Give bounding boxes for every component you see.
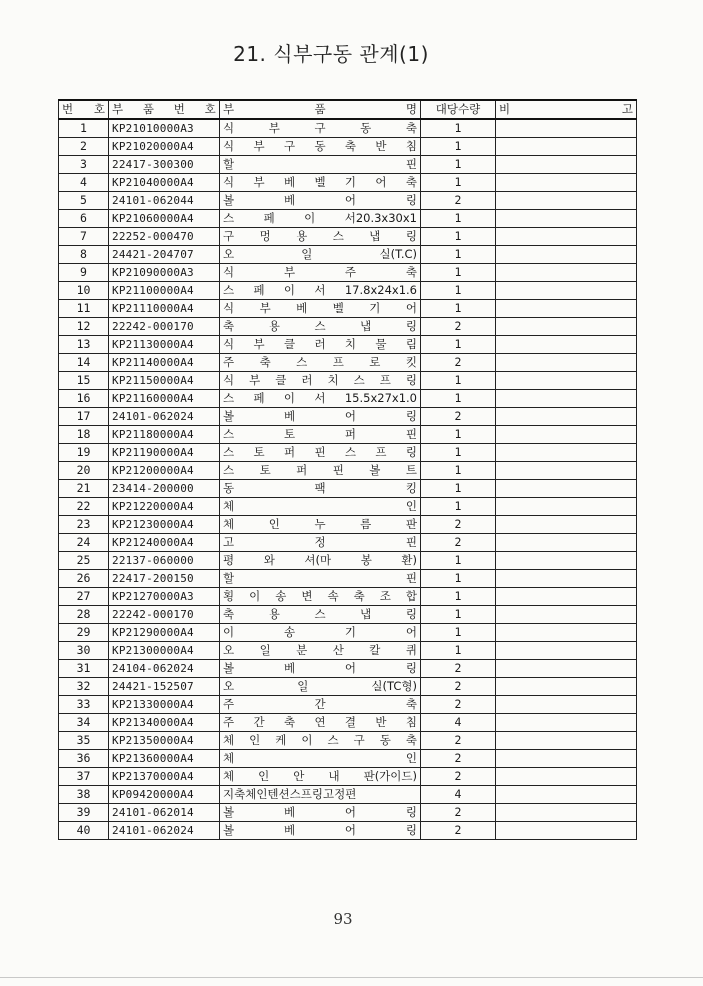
row-part-number: 22242-000170 [109,318,220,336]
row-no: 28 [59,606,109,624]
row-quantity: 1 [421,390,496,408]
row-quantity: 1 [421,282,496,300]
row-quantity: 1 [421,138,496,156]
row-quantity: 1 [421,588,496,606]
row-part-name: 볼 베 어 링 [220,408,421,426]
row-part-name: 축 용 스 냅 링 [220,606,421,624]
table-row [59,408,637,426]
table-row [59,678,637,696]
row-part-name: 오 일 분 산 칼 퀴 [220,642,421,660]
table-row [59,282,637,300]
row-part-name: 식 부 베 벨 기 어 [220,300,421,318]
row-quantity: 1 [421,624,496,642]
row-no: 23 [59,516,109,534]
table-row [59,354,637,372]
page-number: 93 [333,910,353,928]
table-row [59,119,637,138]
row-remarks [496,300,637,318]
row-remarks [496,642,637,660]
row-no: 32 [59,678,109,696]
row-part-name: 스 페 이 서 17.8x24x1.6 [220,282,421,300]
row-part-name: 스 페 이 서 15.5x27x1.0 [220,390,421,408]
header-quantity: 대당수량 [421,100,496,119]
row-part-name: 동 팩 킹 [220,480,421,498]
row-remarks [496,678,637,696]
table-row [59,138,637,156]
row-part-name: 주 축 스 프 로 킷 [220,354,421,372]
row-no: 18 [59,426,109,444]
row-quantity: 1 [421,119,496,138]
row-part-number: 22242-000170 [109,606,220,624]
row-remarks [496,480,637,498]
row-part-number: KP21150000A4 [109,372,220,390]
row-no: 29 [59,624,109,642]
row-part-name: 고 정 핀 [220,534,421,552]
row-part-number: KP21330000A4 [109,696,220,714]
row-no: 36 [59,750,109,768]
table-row [59,264,637,282]
row-no: 40 [59,822,109,840]
table-row [59,426,637,444]
row-no: 17 [59,408,109,426]
row-no: 31 [59,660,109,678]
row-part-name: 식 부 클 러 치 스 프 링 [220,372,421,390]
row-no: 34 [59,714,109,732]
row-part-name: 지축체인텐션스프링고정편 [220,786,421,804]
row-part-number: KP21040000A4 [109,174,220,192]
row-no: 21 [59,480,109,498]
row-remarks [496,768,637,786]
row-part-name: 할 핀 [220,570,421,588]
table-row [59,210,637,228]
row-part-name: 주 간 축 [220,696,421,714]
row-part-number: 22252-000470 [109,228,220,246]
row-remarks [496,516,637,534]
row-part-name: 스 토 퍼 핀 스 프 링 [220,444,421,462]
header-part-number: 부 품 번 호 [109,100,220,119]
row-part-number: KP21290000A4 [109,624,220,642]
row-part-name: 체 인 안 내 판(가이드) [220,768,421,786]
row-part-number: KP21230000A4 [109,516,220,534]
row-remarks [496,786,637,804]
row-remarks [496,552,637,570]
row-no: 20 [59,462,109,480]
table-row [59,804,637,822]
header-no: 번 호 [59,100,109,119]
row-part-name: 스 토 퍼 핀 볼 트 [220,462,421,480]
row-remarks [496,408,637,426]
row-part-name: 볼 베 어 링 [220,804,421,822]
parts-table [58,99,637,840]
row-quantity: 2 [421,822,496,840]
row-quantity: 2 [421,678,496,696]
row-remarks [496,119,637,138]
row-part-name: 체 인 누 름 판 [220,516,421,534]
row-remarks [496,714,637,732]
row-part-number: KP21190000A4 [109,444,220,462]
row-part-number: KP21180000A4 [109,426,220,444]
table-row [59,822,637,840]
row-part-name: 스 페 이 서20.3x30x1 [220,210,421,228]
row-no: 8 [59,246,109,264]
page-edge-divider [0,977,703,978]
table-row [59,318,637,336]
table-row [59,714,637,732]
table-row [59,300,637,318]
row-no: 30 [59,642,109,660]
row-part-name: 축 용 스 냅 링 [220,318,421,336]
table-row [59,750,637,768]
row-quantity: 1 [421,606,496,624]
table-row [59,552,637,570]
row-part-name: 평 와 셔(마 봉 환) [220,552,421,570]
table-row [59,444,637,462]
row-part-number: KP21300000A4 [109,642,220,660]
table-row [59,624,637,642]
row-no: 2 [59,138,109,156]
row-part-number: KP21220000A4 [109,498,220,516]
row-no: 39 [59,804,109,822]
row-quantity: 1 [421,480,496,498]
row-quantity: 1 [421,552,496,570]
row-part-number: KP21100000A4 [109,282,220,300]
row-remarks [496,228,637,246]
table-row [59,480,637,498]
row-part-name: 체 인 케 이 스 구 동 축 [220,732,421,750]
row-remarks [496,282,637,300]
row-no: 35 [59,732,109,750]
row-quantity: 2 [421,660,496,678]
header-part-name: 부 품 명 [220,100,421,119]
row-quantity: 2 [421,354,496,372]
row-remarks [496,822,637,840]
row-part-name: 주 간 축 연 결 반 침 [220,714,421,732]
row-part-number: KP21090000A3 [109,264,220,282]
row-part-name: 오 일 실(TC형) [220,678,421,696]
row-part-name: 이 송 기 어 [220,624,421,642]
row-remarks [496,624,637,642]
table-row [59,606,637,624]
table-row [59,174,637,192]
row-remarks [496,138,637,156]
row-part-number: 22417-300300 [109,156,220,174]
row-remarks [496,210,637,228]
row-remarks [496,372,637,390]
row-part-number: 24421-152507 [109,678,220,696]
row-no: 25 [59,552,109,570]
table-row [59,228,637,246]
row-quantity: 2 [421,192,496,210]
parts-table-body [59,119,637,840]
row-remarks [496,750,637,768]
row-part-name: 식 부 클 러 치 물 림 [220,336,421,354]
row-part-number: KP21340000A4 [109,714,220,732]
row-part-number: 22137-060000 [109,552,220,570]
row-part-number: KP21200000A4 [109,462,220,480]
row-no: 11 [59,300,109,318]
row-part-name: 체 인 [220,750,421,768]
row-remarks [496,606,637,624]
row-part-name: 스 토 퍼 핀 [220,426,421,444]
row-quantity: 2 [421,318,496,336]
table-row [59,372,637,390]
row-quantity: 1 [421,174,496,192]
row-remarks [496,354,637,372]
row-no: 37 [59,768,109,786]
table-row [59,192,637,210]
row-no: 5 [59,192,109,210]
row-part-number: KP21020000A4 [109,138,220,156]
row-quantity: 1 [421,300,496,318]
row-quantity: 2 [421,534,496,552]
table-row [59,246,637,264]
row-part-number: 23414-200000 [109,480,220,498]
row-remarks [496,534,637,552]
row-part-name: 볼 베 어 링 [220,822,421,840]
row-no: 22 [59,498,109,516]
row-quantity: 2 [421,696,496,714]
row-no: 19 [59,444,109,462]
row-quantity: 2 [421,804,496,822]
table-row [59,732,637,750]
row-remarks [496,318,637,336]
row-quantity: 1 [421,426,496,444]
row-no: 15 [59,372,109,390]
row-part-number: 24421-204707 [109,246,220,264]
row-remarks [496,660,637,678]
row-part-name: 볼 베 어 링 [220,192,421,210]
row-part-number: KP21270000A3 [109,588,220,606]
row-remarks [496,732,637,750]
row-no: 14 [59,354,109,372]
row-part-name: 횡 이 송 변 속 축 조 합 [220,588,421,606]
row-quantity: 1 [421,210,496,228]
row-remarks [496,174,637,192]
row-no: 38 [59,786,109,804]
row-no: 27 [59,588,109,606]
row-part-number: KP21160000A4 [109,390,220,408]
table-row [59,786,637,804]
row-remarks [496,156,637,174]
row-quantity: 2 [421,732,496,750]
row-no: 26 [59,570,109,588]
table-header-row [59,100,637,119]
row-remarks [496,426,637,444]
row-part-number: KP21130000A4 [109,336,220,354]
row-part-name: 식 부 구 동 축 [220,119,421,138]
table-row [59,768,637,786]
row-quantity: 1 [421,264,496,282]
row-remarks [496,462,637,480]
row-no: 33 [59,696,109,714]
row-part-number: KP21350000A4 [109,732,220,750]
row-remarks [496,696,637,714]
row-part-number: KP21110000A4 [109,300,220,318]
row-part-number: KP09420000A4 [109,786,220,804]
table-row [59,462,637,480]
table-row [59,570,637,588]
table-row [59,516,637,534]
row-part-name: 할 핀 [220,156,421,174]
row-remarks [496,264,637,282]
row-no: 1 [59,119,109,138]
row-no: 4 [59,174,109,192]
row-quantity: 1 [421,246,496,264]
row-part-number: KP21240000A4 [109,534,220,552]
row-part-number: KP21360000A4 [109,750,220,768]
row-quantity: 1 [421,444,496,462]
row-part-number: KP21060000A4 [109,210,220,228]
row-quantity: 2 [421,768,496,786]
row-quantity: 1 [421,156,496,174]
row-remarks [496,444,637,462]
table-row [59,696,637,714]
row-remarks [496,588,637,606]
row-part-number: KP21140000A4 [109,354,220,372]
row-remarks [496,804,637,822]
row-no: 9 [59,264,109,282]
row-no: 3 [59,156,109,174]
row-no: 10 [59,282,109,300]
row-quantity: 2 [421,516,496,534]
row-quantity: 4 [421,786,496,804]
table-row [59,534,637,552]
row-part-number: KP21010000A3 [109,119,220,138]
row-part-name: 식 부 베 벨 기 어 축 [220,174,421,192]
row-remarks [496,246,637,264]
row-part-name: 오 일 실(T.C) [220,246,421,264]
row-remarks [496,390,637,408]
row-part-name: 볼 베 어 링 [220,660,421,678]
row-part-name: 체 인 [220,498,421,516]
row-part-name: 구 멍 용 스 냅 링 [220,228,421,246]
row-part-name: 식 부 구 동 축 반 침 [220,138,421,156]
row-quantity: 4 [421,714,496,732]
row-no: 13 [59,336,109,354]
table-row [59,588,637,606]
row-remarks [496,336,637,354]
row-no: 16 [59,390,109,408]
row-part-number: 24101-062014 [109,804,220,822]
row-no: 6 [59,210,109,228]
row-part-number: 24101-062024 [109,822,220,840]
row-quantity: 2 [421,750,496,768]
row-quantity: 1 [421,642,496,660]
table-row [59,390,637,408]
row-quantity: 2 [421,408,496,426]
row-no: 7 [59,228,109,246]
row-quantity: 1 [421,498,496,516]
row-quantity: 1 [421,570,496,588]
row-quantity: 1 [421,372,496,390]
page-title: 21. 식부구동 관계(1) [233,42,429,66]
table-row [59,642,637,660]
table-row [59,498,637,516]
row-part-name: 식 부 주 축 [220,264,421,282]
row-part-number: 24101-062044 [109,192,220,210]
row-remarks [496,498,637,516]
header-remarks: 비 고 [496,100,637,119]
row-remarks [496,192,637,210]
row-no: 24 [59,534,109,552]
row-remarks [496,570,637,588]
row-quantity: 1 [421,462,496,480]
table-row [59,336,637,354]
table-row [59,156,637,174]
row-quantity: 1 [421,336,496,354]
table-row [59,660,637,678]
row-part-number: 22417-200150 [109,570,220,588]
row-part-number: 24104-062024 [109,660,220,678]
row-part-number: 24101-062024 [109,408,220,426]
row-part-number: KP21370000A4 [109,768,220,786]
row-no: 12 [59,318,109,336]
row-quantity: 1 [421,228,496,246]
